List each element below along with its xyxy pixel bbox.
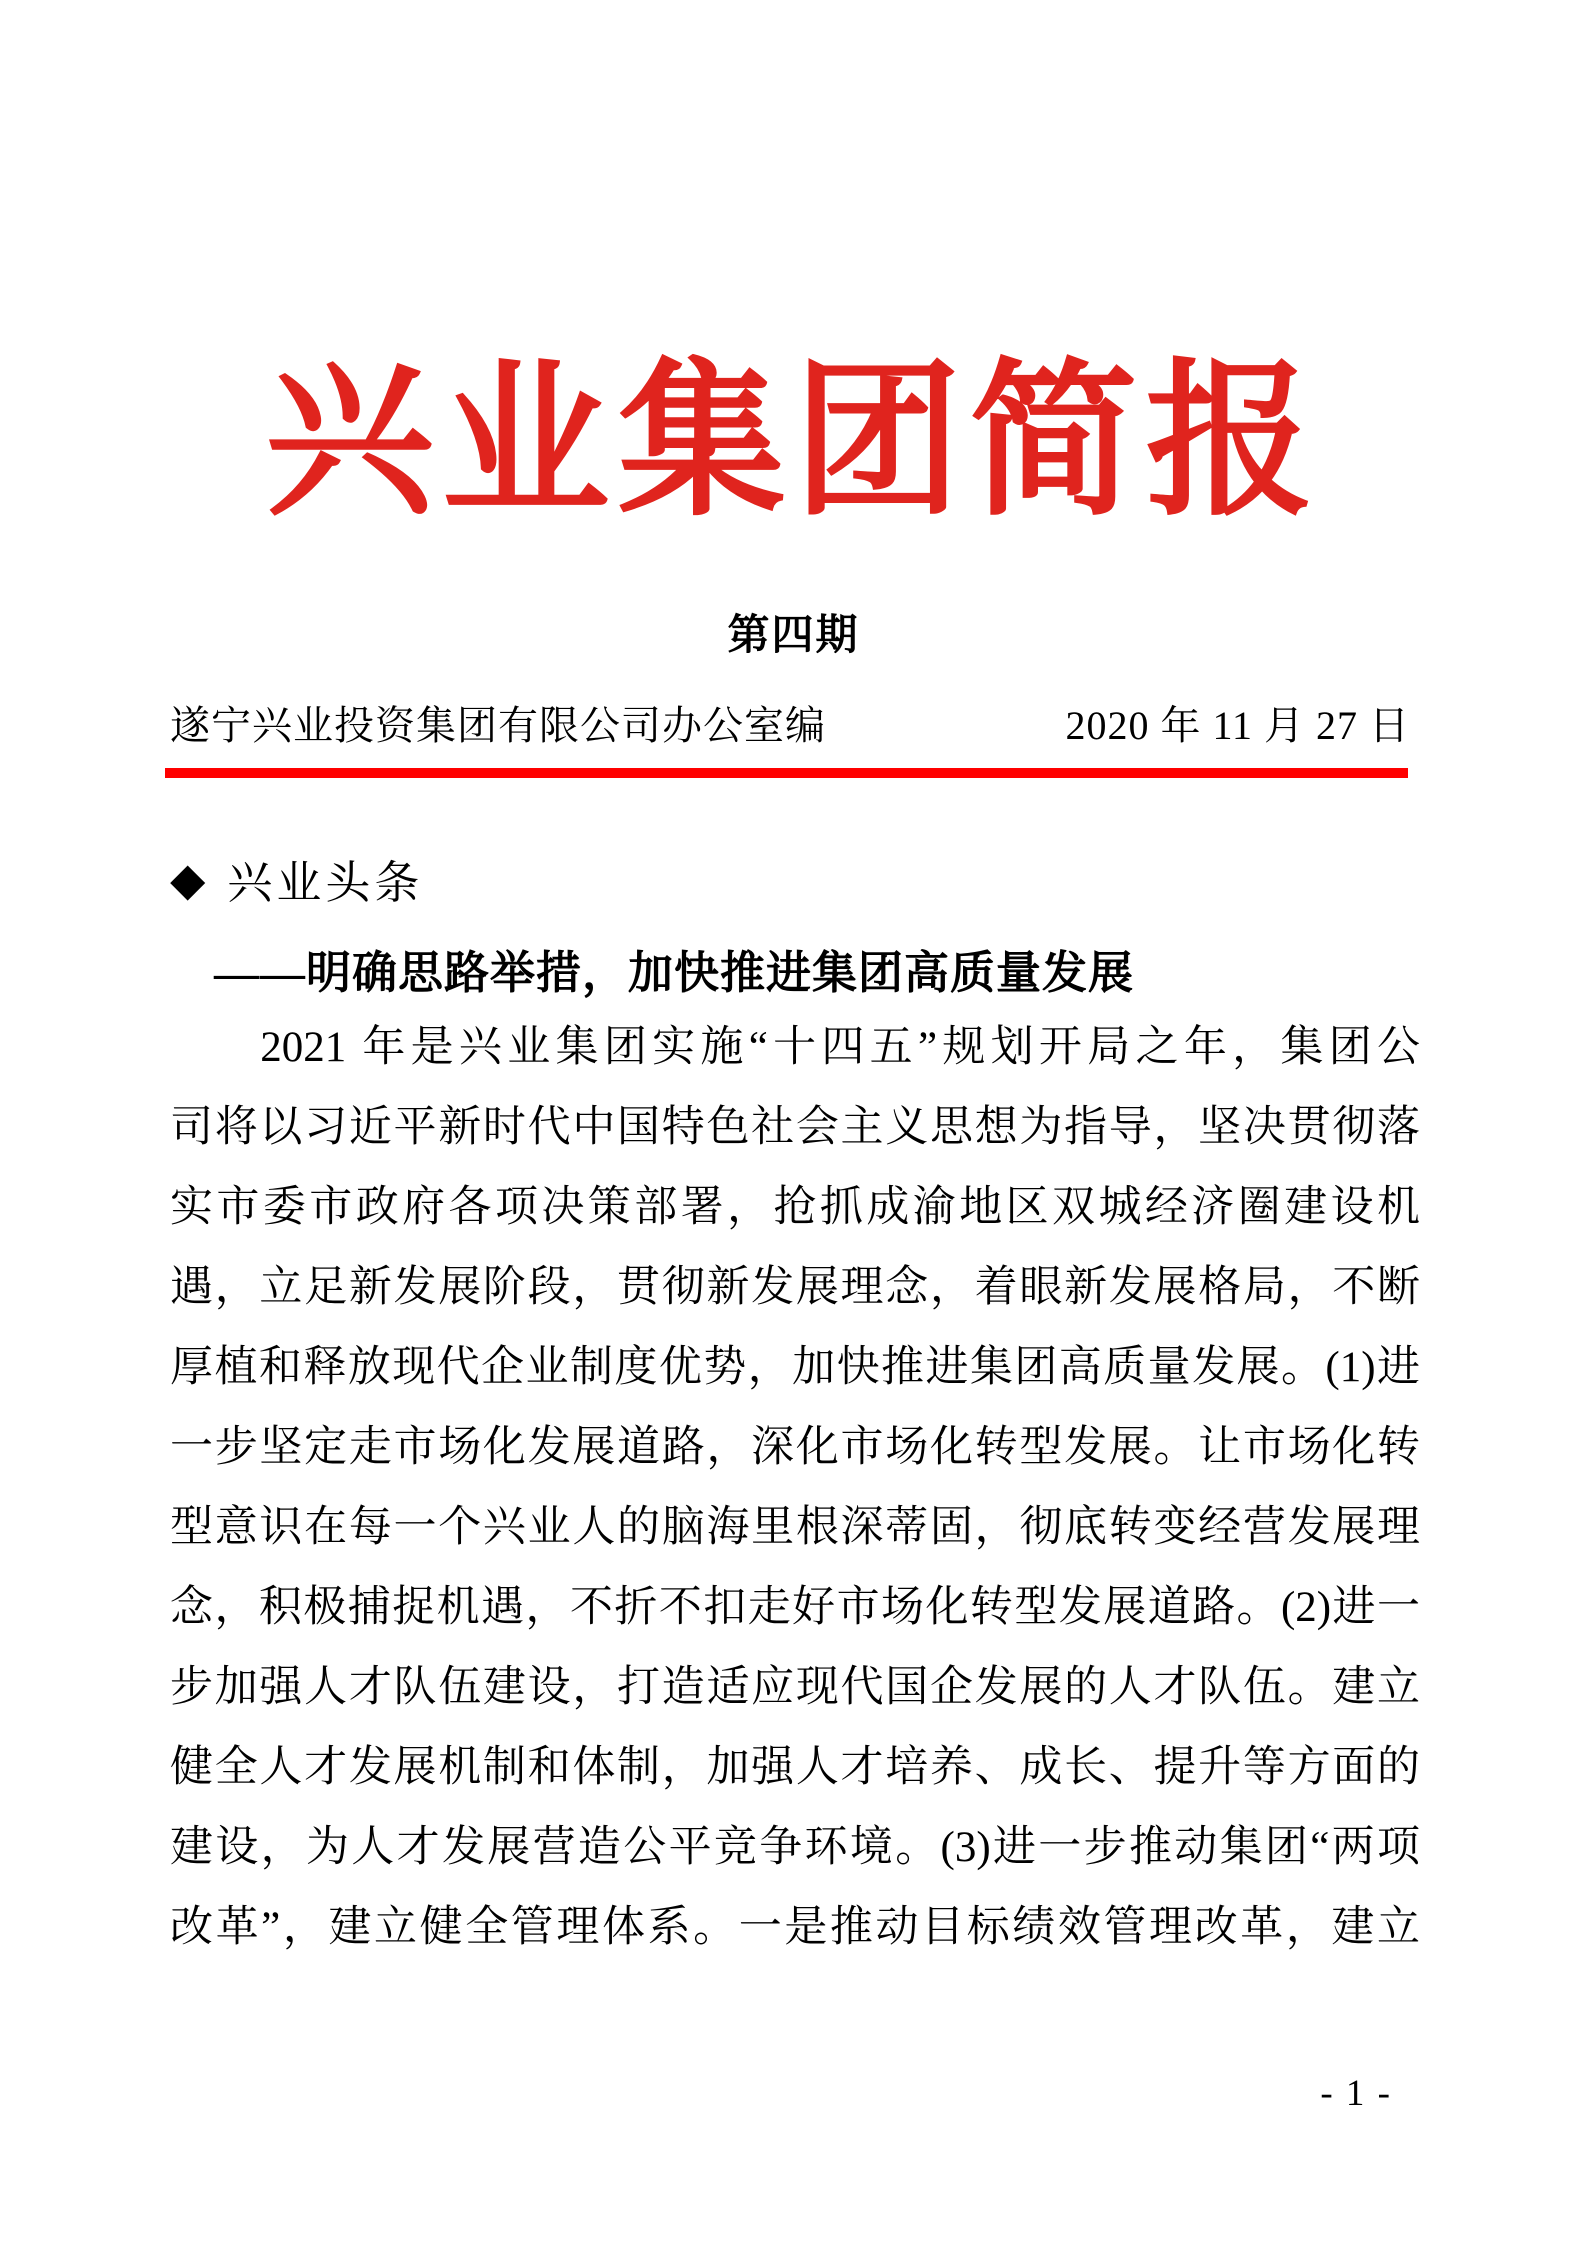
body-line: 实市委市政府各项决策部署，抢抓成渝地区双城经济圈建设机 [170, 1184, 1420, 1231]
body-line: 建设，为人才发展营造公平竞争环境。(3)进一步推动集团“两项 [170, 1824, 1420, 1871]
issue-label: 第四期 [727, 613, 860, 659]
section-header-label: 兴业头条 [227, 857, 424, 908]
body-line: 步加强人才队伍建设，打造适应现代国企发展的人才队伍。建立 [170, 1664, 1420, 1711]
editor-date-row [170, 694, 1410, 751]
section-header [170, 846, 423, 911]
masthead-title: 兴业集团简报 [265, 350, 1322, 536]
red-divider-rule [165, 768, 1408, 778]
page-number: - 1 - [1320, 2073, 1392, 2114]
body-line: 一步坚定走市场化发展道路，深化市场化转型发展。让市场化转 [170, 1424, 1420, 1471]
date-line: 2020 年 11 月 27 日 [1065, 703, 1410, 748]
body-paragraph [170, 1008, 1420, 1968]
body-line: 2021 年是兴业集团实施“十四五”规划开局之年，集团公 [260, 1024, 1420, 1071]
body-line: 型意识在每一个兴业人的脑海里根深蒂固，彻底转变经营发展理 [170, 1504, 1420, 1551]
headline-subtitle: ——明确思路举措，加快推进集团高质量发展 [214, 948, 1135, 998]
body-line: 健全人才发展机制和体制，加强人才培养、成长、提升等方面的 [170, 1744, 1420, 1791]
body-line: 厚植和释放现代企业制度优势，加快推进集团高质量发展。(1)进 [170, 1344, 1420, 1391]
body-line: 遇，立足新发展阶段，贯彻新发展理念，着眼新发展格局，不断 [170, 1264, 1420, 1311]
diamond-bullet-icon: ◆ [170, 852, 210, 905]
body-line: 司将以习近平新时代中国特色社会主义思想为指导，坚决贯彻落 [170, 1104, 1420, 1151]
body-line: 念，积极捕捉机遇，不折不扣走好市场化转型发展道路。(2)进一 [170, 1584, 1420, 1631]
body-line: 改革”，建立健全管理体系。一是推动目标绩效管理改革，建立 [170, 1904, 1420, 1951]
editor-line: 遂宁兴业投资集团有限公司办公室编 [170, 703, 826, 748]
